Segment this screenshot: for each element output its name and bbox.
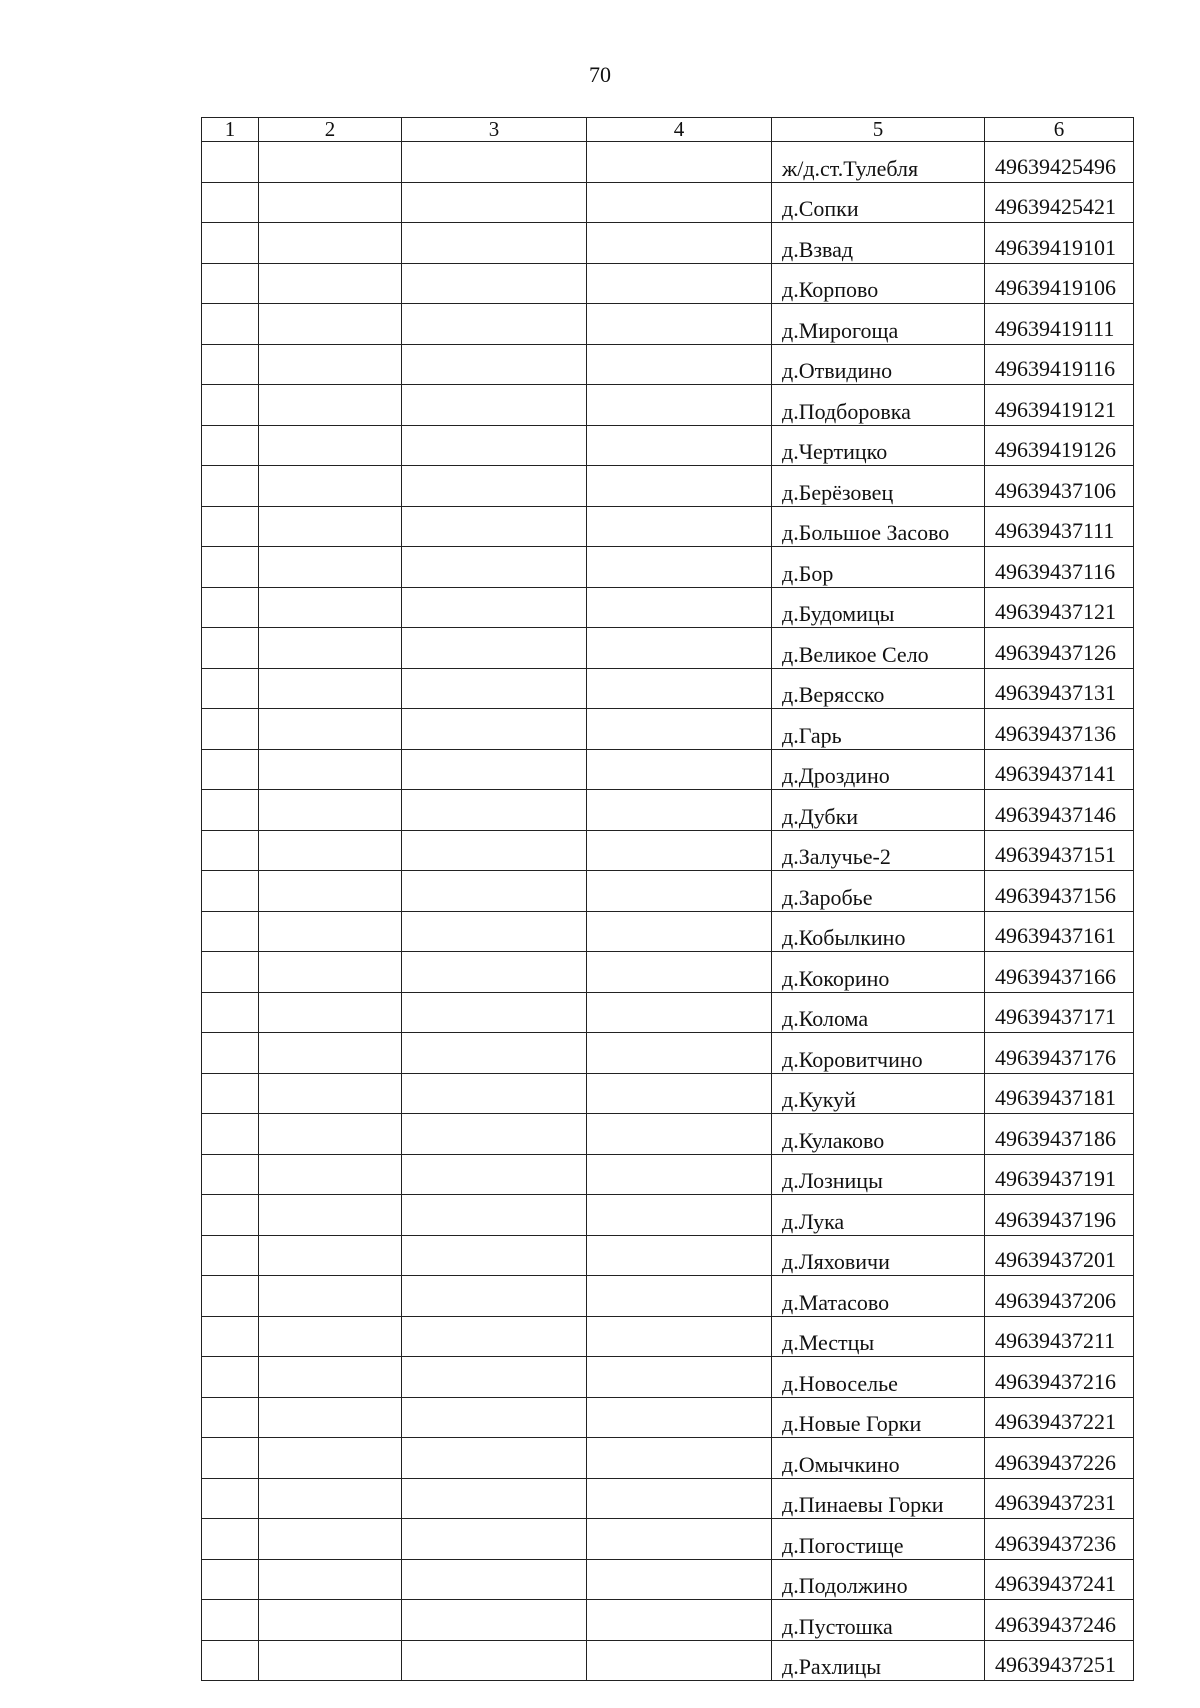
table-row bbox=[202, 506, 1134, 547]
cell-settlement-name: д.Залучье-2 bbox=[772, 830, 985, 871]
table-row bbox=[202, 1438, 1134, 1479]
cell-col1 bbox=[202, 1114, 259, 1155]
cell-col1 bbox=[202, 506, 259, 547]
cell-settlement-name: д.Верясско bbox=[772, 668, 985, 709]
cell-col3 bbox=[402, 628, 587, 669]
table-row bbox=[202, 749, 1134, 790]
table-row bbox=[202, 1114, 1134, 1155]
cell-col4 bbox=[587, 263, 772, 304]
table-row bbox=[202, 587, 1134, 628]
cell-col2 bbox=[259, 1519, 402, 1560]
cell-col3 bbox=[402, 1276, 587, 1317]
cell-col1 bbox=[202, 1276, 259, 1317]
cell-col4 bbox=[587, 871, 772, 912]
table-row bbox=[202, 142, 1134, 183]
cell-col2 bbox=[259, 182, 402, 223]
cell-col4 bbox=[587, 1033, 772, 1074]
cell-col3 bbox=[402, 1357, 587, 1398]
cell-oktmo-code: 49639419116 bbox=[985, 344, 1134, 385]
cell-col3 bbox=[402, 1438, 587, 1479]
cell-col1 bbox=[202, 952, 259, 993]
cell-col2 bbox=[259, 1073, 402, 1114]
cell-col1 bbox=[202, 1478, 259, 1519]
cell-col3 bbox=[402, 1600, 587, 1641]
cell-col4 bbox=[587, 668, 772, 709]
cell-col1 bbox=[202, 1073, 259, 1114]
cell-col2 bbox=[259, 466, 402, 507]
cell-col1 bbox=[202, 1397, 259, 1438]
cell-col4 bbox=[587, 385, 772, 426]
cell-col4 bbox=[587, 1559, 772, 1600]
cell-oktmo-code: 49639437156 bbox=[985, 871, 1134, 912]
cell-col3 bbox=[402, 668, 587, 709]
cell-col4 bbox=[587, 587, 772, 628]
cell-col1 bbox=[202, 1640, 259, 1681]
cell-col2 bbox=[259, 547, 402, 588]
cell-col3 bbox=[402, 142, 587, 183]
table-row bbox=[202, 1195, 1134, 1236]
cell-col1 bbox=[202, 1235, 259, 1276]
cell-settlement-name: д.Взвад bbox=[772, 223, 985, 264]
cell-oktmo-code: 49639437196 bbox=[985, 1195, 1134, 1236]
table-row bbox=[202, 1559, 1134, 1600]
cell-oktmo-code: 49639437211 bbox=[985, 1316, 1134, 1357]
cell-col2 bbox=[259, 830, 402, 871]
cell-col4 bbox=[587, 1195, 772, 1236]
cell-col4 bbox=[587, 1114, 772, 1155]
table-row bbox=[202, 263, 1134, 304]
cell-col3 bbox=[402, 871, 587, 912]
table-row bbox=[202, 1073, 1134, 1114]
cell-col3 bbox=[402, 1114, 587, 1155]
table-row bbox=[202, 385, 1134, 426]
table-row bbox=[202, 1235, 1134, 1276]
table-row bbox=[202, 830, 1134, 871]
cell-col2 bbox=[259, 1114, 402, 1155]
cell-col1 bbox=[202, 830, 259, 871]
cell-col1 bbox=[202, 142, 259, 183]
cell-col3 bbox=[402, 385, 587, 426]
table-row bbox=[202, 304, 1134, 345]
cell-col4 bbox=[587, 1640, 772, 1681]
cell-settlement-name: д.Корпово bbox=[772, 263, 985, 304]
cell-col3 bbox=[402, 830, 587, 871]
cell-settlement-name: д.Погостище bbox=[772, 1519, 985, 1560]
cell-settlement-name: д.Заробье bbox=[772, 871, 985, 912]
cell-col3 bbox=[402, 1559, 587, 1600]
cell-settlement-name: д.Новые Горки bbox=[772, 1397, 985, 1438]
cell-oktmo-code: 49639437161 bbox=[985, 911, 1134, 952]
cell-col2 bbox=[259, 1235, 402, 1276]
table-row bbox=[202, 1316, 1134, 1357]
table-row bbox=[202, 628, 1134, 669]
cell-oktmo-code: 49639437226 bbox=[985, 1438, 1134, 1479]
cell-settlement-name: д.Дубки bbox=[772, 790, 985, 831]
cell-settlement-name: д.Отвидино bbox=[772, 344, 985, 385]
cell-settlement-name: д.Лозницы bbox=[772, 1154, 985, 1195]
cell-col2 bbox=[259, 790, 402, 831]
cell-settlement-name: ж/д.ст.Тулебля bbox=[772, 142, 985, 183]
column-header-4: 4 bbox=[587, 118, 772, 142]
cell-settlement-name: д.Будомицы bbox=[772, 587, 985, 628]
cell-oktmo-code: 49639437106 bbox=[985, 466, 1134, 507]
cell-col4 bbox=[587, 142, 772, 183]
table-row bbox=[202, 1519, 1134, 1560]
cell-col1 bbox=[202, 304, 259, 345]
cell-col3 bbox=[402, 1033, 587, 1074]
cell-col1 bbox=[202, 425, 259, 466]
cell-settlement-name: д.Гарь bbox=[772, 709, 985, 750]
cell-col1 bbox=[202, 1519, 259, 1560]
cell-col1 bbox=[202, 871, 259, 912]
cell-col2 bbox=[259, 1195, 402, 1236]
cell-col1 bbox=[202, 1316, 259, 1357]
cell-col4 bbox=[587, 952, 772, 993]
table-row bbox=[202, 466, 1134, 507]
cell-settlement-name: д.Новоселье bbox=[772, 1357, 985, 1398]
table-row bbox=[202, 182, 1134, 223]
cell-oktmo-code: 49639437236 bbox=[985, 1519, 1134, 1560]
cell-col2 bbox=[259, 304, 402, 345]
cell-col3 bbox=[402, 1073, 587, 1114]
cell-col2 bbox=[259, 385, 402, 426]
cell-col2 bbox=[259, 1600, 402, 1641]
cell-col1 bbox=[202, 709, 259, 750]
cell-col2 bbox=[259, 1033, 402, 1074]
cell-oktmo-code: 49639437131 bbox=[985, 668, 1134, 709]
table-row bbox=[202, 425, 1134, 466]
table-row bbox=[202, 992, 1134, 1033]
cell-col4 bbox=[587, 1073, 772, 1114]
cell-settlement-name: д.Подборовка bbox=[772, 385, 985, 426]
cell-oktmo-code: 49639425496 bbox=[985, 142, 1134, 183]
cell-oktmo-code: 49639437176 bbox=[985, 1033, 1134, 1074]
cell-col3 bbox=[402, 506, 587, 547]
cell-oktmo-code: 49639437151 bbox=[985, 830, 1134, 871]
table-row bbox=[202, 1154, 1134, 1195]
cell-col4 bbox=[587, 1600, 772, 1641]
cell-settlement-name: д.Сопки bbox=[772, 182, 985, 223]
cell-col1 bbox=[202, 911, 259, 952]
table-row bbox=[202, 911, 1134, 952]
cell-col2 bbox=[259, 1316, 402, 1357]
cell-settlement-name: д.Пустошка bbox=[772, 1600, 985, 1641]
cell-col1 bbox=[202, 668, 259, 709]
cell-oktmo-code: 49639437246 bbox=[985, 1600, 1134, 1641]
cell-col3 bbox=[402, 1478, 587, 1519]
cell-col3 bbox=[402, 911, 587, 952]
cell-col4 bbox=[587, 506, 772, 547]
cell-col1 bbox=[202, 1559, 259, 1600]
cell-col3 bbox=[402, 1397, 587, 1438]
cell-col4 bbox=[587, 1519, 772, 1560]
table-row bbox=[202, 1276, 1134, 1317]
cell-col2 bbox=[259, 1357, 402, 1398]
cell-oktmo-code: 49639437251 bbox=[985, 1640, 1134, 1681]
cell-col4 bbox=[587, 1276, 772, 1317]
cell-col1 bbox=[202, 344, 259, 385]
cell-settlement-name: д.Берёзовец bbox=[772, 466, 985, 507]
cell-col3 bbox=[402, 344, 587, 385]
cell-settlement-name: д.Бор bbox=[772, 547, 985, 588]
cell-col2 bbox=[259, 1276, 402, 1317]
cell-col4 bbox=[587, 1235, 772, 1276]
cell-oktmo-code: 49639437171 bbox=[985, 992, 1134, 1033]
table-header-row bbox=[202, 118, 1134, 142]
cell-col1 bbox=[202, 1033, 259, 1074]
cell-col4 bbox=[587, 182, 772, 223]
cell-col3 bbox=[402, 466, 587, 507]
cell-settlement-name: д.Пинаевы Горки bbox=[772, 1478, 985, 1519]
cell-col2 bbox=[259, 223, 402, 264]
cell-col1 bbox=[202, 1357, 259, 1398]
cell-oktmo-code: 49639437186 bbox=[985, 1114, 1134, 1155]
cell-oktmo-code: 49639437231 bbox=[985, 1478, 1134, 1519]
cell-col1 bbox=[202, 263, 259, 304]
cell-col4 bbox=[587, 830, 772, 871]
cell-settlement-name: д.Местцы bbox=[772, 1316, 985, 1357]
column-header-3: 3 bbox=[402, 118, 587, 142]
cell-col2 bbox=[259, 587, 402, 628]
cell-col2 bbox=[259, 506, 402, 547]
cell-col2 bbox=[259, 1438, 402, 1479]
cell-settlement-name: д.Кукуй bbox=[772, 1073, 985, 1114]
cell-col4 bbox=[587, 790, 772, 831]
cell-col1 bbox=[202, 182, 259, 223]
cell-oktmo-code: 49639437146 bbox=[985, 790, 1134, 831]
table-body bbox=[202, 142, 1134, 1681]
cell-col3 bbox=[402, 992, 587, 1033]
cell-oktmo-code: 49639437166 bbox=[985, 952, 1134, 993]
cell-col3 bbox=[402, 1640, 587, 1681]
cell-settlement-name: д.Великое Село bbox=[772, 628, 985, 669]
cell-col1 bbox=[202, 1438, 259, 1479]
cell-settlement-name: д.Омычкино bbox=[772, 1438, 985, 1479]
cell-col1 bbox=[202, 385, 259, 426]
cell-col3 bbox=[402, 223, 587, 264]
cell-col2 bbox=[259, 1397, 402, 1438]
cell-col2 bbox=[259, 1559, 402, 1600]
cell-col3 bbox=[402, 304, 587, 345]
cell-col2 bbox=[259, 952, 402, 993]
cell-oktmo-code: 49639437206 bbox=[985, 1276, 1134, 1317]
cell-col2 bbox=[259, 1640, 402, 1681]
cell-col3 bbox=[402, 952, 587, 993]
table-row bbox=[202, 1397, 1134, 1438]
cell-col4 bbox=[587, 992, 772, 1033]
cell-oktmo-code: 49639437191 bbox=[985, 1154, 1134, 1195]
cell-oktmo-code: 49639437126 bbox=[985, 628, 1134, 669]
cell-col4 bbox=[587, 749, 772, 790]
cell-oktmo-code: 49639437111 bbox=[985, 506, 1134, 547]
cell-col4 bbox=[587, 1438, 772, 1479]
cell-col3 bbox=[402, 182, 587, 223]
cell-col3 bbox=[402, 263, 587, 304]
cell-settlement-name: д.Подолжино bbox=[772, 1559, 985, 1600]
cell-settlement-name: д.Дроздино bbox=[772, 749, 985, 790]
cell-col4 bbox=[587, 1316, 772, 1357]
table-row bbox=[202, 1478, 1134, 1519]
cell-oktmo-code: 49639419101 bbox=[985, 223, 1134, 264]
cell-col1 bbox=[202, 1600, 259, 1641]
cell-col4 bbox=[587, 628, 772, 669]
cell-col4 bbox=[587, 1154, 772, 1195]
cell-col2 bbox=[259, 425, 402, 466]
table-row bbox=[202, 223, 1134, 264]
cell-col3 bbox=[402, 1519, 587, 1560]
column-header-6: 6 bbox=[985, 118, 1134, 142]
table-row bbox=[202, 668, 1134, 709]
cell-oktmo-code: 49639425421 bbox=[985, 182, 1134, 223]
cell-col2 bbox=[259, 263, 402, 304]
cell-col3 bbox=[402, 1316, 587, 1357]
cell-col4 bbox=[587, 1397, 772, 1438]
cell-col2 bbox=[259, 709, 402, 750]
cell-col3 bbox=[402, 1154, 587, 1195]
cell-col3 bbox=[402, 709, 587, 750]
cell-col3 bbox=[402, 1195, 587, 1236]
cell-oktmo-code: 49639419126 bbox=[985, 425, 1134, 466]
cell-col3 bbox=[402, 749, 587, 790]
cell-col1 bbox=[202, 628, 259, 669]
column-header-2: 2 bbox=[259, 118, 402, 142]
cell-col2 bbox=[259, 992, 402, 1033]
cell-col4 bbox=[587, 344, 772, 385]
cell-col1 bbox=[202, 992, 259, 1033]
cell-col4 bbox=[587, 1478, 772, 1519]
cell-col2 bbox=[259, 142, 402, 183]
cell-col4 bbox=[587, 1357, 772, 1398]
page-number: 70 bbox=[589, 62, 611, 87]
cell-oktmo-code: 49639437216 bbox=[985, 1357, 1134, 1398]
table-row bbox=[202, 790, 1134, 831]
cell-settlement-name: д.Коровитчино bbox=[772, 1033, 985, 1074]
cell-col2 bbox=[259, 1478, 402, 1519]
cell-col2 bbox=[259, 668, 402, 709]
cell-col2 bbox=[259, 1154, 402, 1195]
cell-oktmo-code: 49639419106 bbox=[985, 263, 1134, 304]
table-row bbox=[202, 952, 1134, 993]
cell-oktmo-code: 49639437181 bbox=[985, 1073, 1134, 1114]
cell-col4 bbox=[587, 709, 772, 750]
cell-col1 bbox=[202, 790, 259, 831]
cell-oktmo-code: 49639437241 bbox=[985, 1559, 1134, 1600]
cell-col1 bbox=[202, 223, 259, 264]
cell-oktmo-code: 49639437116 bbox=[985, 547, 1134, 588]
table-row bbox=[202, 1357, 1134, 1398]
cell-col4 bbox=[587, 304, 772, 345]
cell-oktmo-code: 49639419111 bbox=[985, 304, 1134, 345]
cell-col4 bbox=[587, 911, 772, 952]
cell-settlement-name: д.Кокорино bbox=[772, 952, 985, 993]
cell-col2 bbox=[259, 628, 402, 669]
cell-col3 bbox=[402, 547, 587, 588]
cell-oktmo-code: 49639437221 bbox=[985, 1397, 1134, 1438]
cell-settlement-name: д.Мирогоща bbox=[772, 304, 985, 345]
cell-col3 bbox=[402, 425, 587, 466]
cell-settlement-name: д.Ляховичи bbox=[772, 1235, 985, 1276]
cell-col2 bbox=[259, 911, 402, 952]
cell-col4 bbox=[587, 547, 772, 588]
cell-col1 bbox=[202, 1195, 259, 1236]
cell-settlement-name: д.Кулаково bbox=[772, 1114, 985, 1155]
cell-settlement-name: д.Кобылкино bbox=[772, 911, 985, 952]
cell-col4 bbox=[587, 223, 772, 264]
cell-col4 bbox=[587, 425, 772, 466]
cell-col2 bbox=[259, 344, 402, 385]
table-row bbox=[202, 1640, 1134, 1681]
column-header-1: 1 bbox=[202, 118, 259, 142]
table-row bbox=[202, 1600, 1134, 1641]
cell-col3 bbox=[402, 1235, 587, 1276]
column-header-5: 5 bbox=[772, 118, 985, 142]
cell-col1 bbox=[202, 587, 259, 628]
cell-col3 bbox=[402, 790, 587, 831]
cell-col4 bbox=[587, 466, 772, 507]
cell-settlement-name: д.Колома bbox=[772, 992, 985, 1033]
cell-col1 bbox=[202, 547, 259, 588]
cell-col1 bbox=[202, 1154, 259, 1195]
table-row bbox=[202, 344, 1134, 385]
cell-col3 bbox=[402, 587, 587, 628]
table-row bbox=[202, 547, 1134, 588]
cell-settlement-name: д.Матасово bbox=[772, 1276, 985, 1317]
cell-oktmo-code: 49639437121 bbox=[985, 587, 1134, 628]
settlements-table bbox=[201, 117, 1134, 1681]
table-row bbox=[202, 1033, 1134, 1074]
cell-settlement-name: д.Рахлицы bbox=[772, 1640, 985, 1681]
cell-col1 bbox=[202, 466, 259, 507]
cell-oktmo-code: 49639437136 bbox=[985, 709, 1134, 750]
cell-col2 bbox=[259, 749, 402, 790]
cell-settlement-name: д.Чертицко bbox=[772, 425, 985, 466]
cell-oktmo-code: 49639437141 bbox=[985, 749, 1134, 790]
cell-oktmo-code: 49639437201 bbox=[985, 1235, 1134, 1276]
cell-settlement-name: д.Лука bbox=[772, 1195, 985, 1236]
cell-col1 bbox=[202, 749, 259, 790]
cell-oktmo-code: 49639419121 bbox=[985, 385, 1134, 426]
table-row bbox=[202, 709, 1134, 750]
cell-settlement-name: д.Большое Засово bbox=[772, 506, 985, 547]
cell-col2 bbox=[259, 871, 402, 912]
table-row bbox=[202, 871, 1134, 912]
